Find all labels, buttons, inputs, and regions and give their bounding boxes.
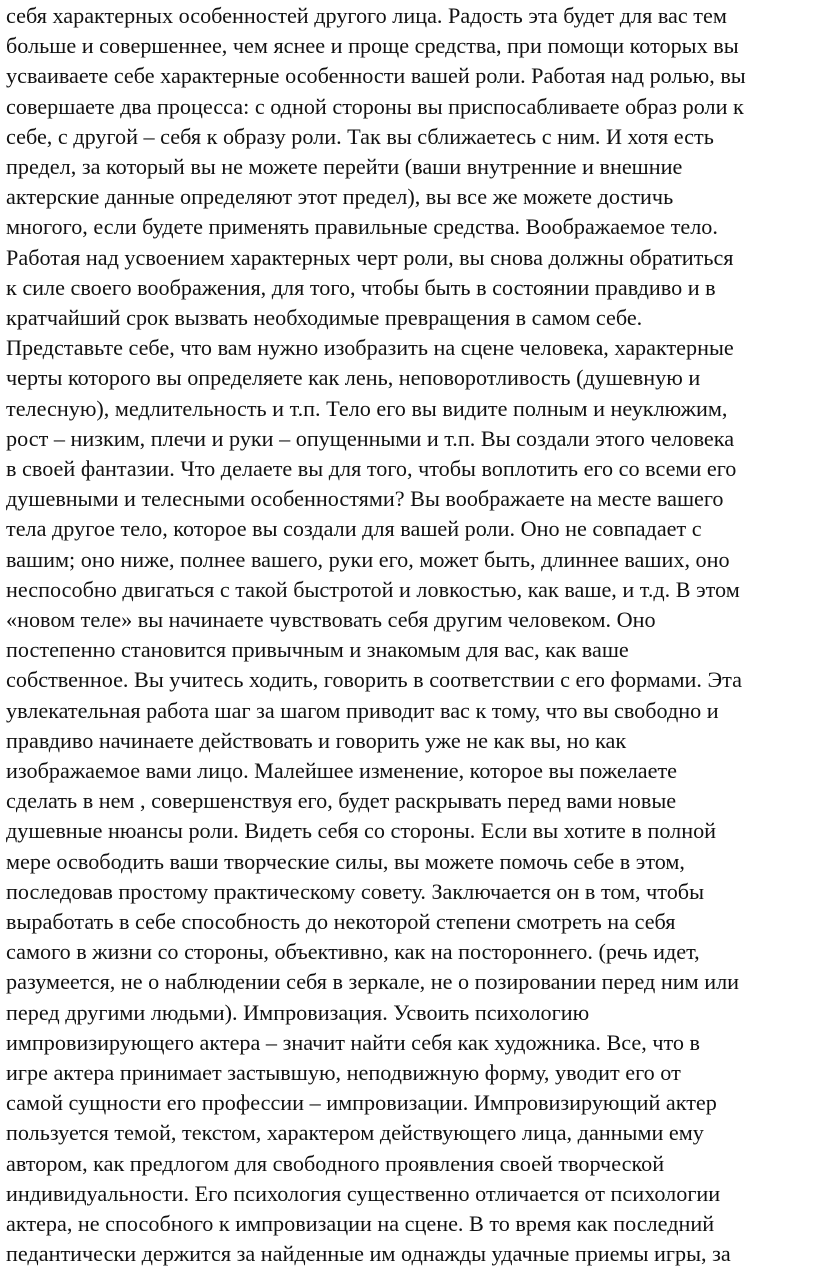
text-line: себе, с другой – себя к образу роли. Так вы сближаетесь с ним. И хотя есть [6, 123, 714, 149]
text-line: телесную), медлительность и т.п. Тело его вы видите полным и неуклюжим, [6, 395, 728, 421]
text-line: многого, если будете применять правильные средства. Воображаемое тело. [6, 214, 718, 240]
text-line: душевными и телесными особенностями? Вы воображаете на месте вашего [6, 486, 724, 512]
text-line: актера, не способного к импровизации на сцене. В то время как последний [6, 1211, 715, 1236]
text-line: последовав простому практическому совету. Заключается он в том, чтобы [6, 878, 705, 904]
text-line: неспособно двигаться с такой быстротой и ловкостью, как ваше, и т.д. В этом [6, 576, 740, 602]
text-line: совершаете два процесса: с одной стороны вы приспосабливаете образ роли к [6, 93, 744, 119]
text-line: усваиваете себе характерные особенности вашей роли. Работая над ролью, вы [6, 63, 746, 89]
text-line: автором, как предлогом для свободного проявления своей творческой [6, 1150, 665, 1176]
text-line: к силе своего воображения, для того, чтобы быть в состоянии правдиво и в [6, 274, 716, 300]
text-line: изображаемое вами лицо. Малейшее изменение, которое вы пожелаете [6, 758, 678, 783]
text-line: педантически держится за найденные им однажды удачные приемы игры, за [6, 1241, 731, 1267]
text-line: увлекательная работа шаг за шагом приводит вас к тому, что вы свободно и [6, 697, 719, 723]
text-line: черты которого вы определяете как лень, неповоротливость (душевную и [6, 365, 701, 391]
text-line: правдиво начинаете действовать и говорить уже не как вы, но как [6, 727, 627, 753]
text-line: в своей фантазии. Что делаете вы для того, чтобы воплотить его со всеми его [6, 456, 737, 481]
text-line: актерские данные определяют этот предел), вы все же можете достичь [6, 184, 674, 210]
text-line: предел, за который вы не можете перейти (ваши внутренние и внешние [6, 154, 683, 179]
text-line: пользуется темой, текстом, характером действующего лица, данными ему [6, 1120, 704, 1146]
text-line: сделать в нем , совершенствуя его, будет раскрывать перед вами новые [6, 788, 677, 814]
text-line: импровизирующего актера – значит найти себя как художника. Все, что в [6, 1029, 700, 1055]
text-line: собственное. Вы учитесь ходить, говорить в соответствии с его формами. Эта [6, 667, 742, 693]
text-line: Работая над усвоением характерных черт роли, вы снова должны обратиться [6, 244, 734, 270]
text-line: вашим; оно ниже, полнее вашего, руки его, может быть, длиннее ваших, оно [6, 546, 730, 572]
text-line: постепенно становится привычным и знакомым для вас, как ваше [6, 637, 629, 663]
text-line: разумеется, не о наблюдении себя в зеркале, не о позировании перед ним или [6, 969, 740, 995]
text-line: индивидуальности. Его психология существенно отличается от психологии [6, 1180, 721, 1206]
text-line: мере освободить ваши творческие силы, вы можете помочь себе в этом, [6, 848, 685, 874]
text-line: Представьте себе, что вам нужно изобразить на сцене человека, характерные [6, 335, 734, 361]
text-line: «новом теле» вы начинаете чувствовать себя другим человеком. Оно [6, 607, 656, 632]
text-line: себя характерных особенностей другого лица. Радость эта будет для вас тем [6, 3, 727, 28]
text-line: самого в жизни со стороны, объективно, как на постороннего. (речь идет, [6, 939, 700, 965]
text-line: тела другое тело, которое вы создали для вашей роли. Оно не совпадает с [6, 516, 702, 542]
text-line: самой сущности его профессии – импровизации. Импровизирующий актер [6, 1090, 717, 1116]
text-line: кратчайший срок вызвать необходимые превращения в самом себе. [6, 305, 643, 330]
text-line: рост – низким, плечи и руки – опущенными и т.п. Вы создали этого человека [6, 425, 735, 451]
text-line: больше и совершеннее, чем яснее и проще средства, при помощи которых вы [6, 33, 739, 59]
text-line: выработать в себе способность до некоторой степени смотреть на себя [6, 909, 676, 934]
text-line: игре актера принимает застывшую, неподвижную форму, уводит его от [6, 1060, 681, 1085]
text-line: душевные нюансы роли. Видеть себя со стороны. Если вы хотите в полной [6, 818, 717, 844]
text-line: перед другими людьми). Импровизация. Усвоить психологию [6, 999, 590, 1025]
